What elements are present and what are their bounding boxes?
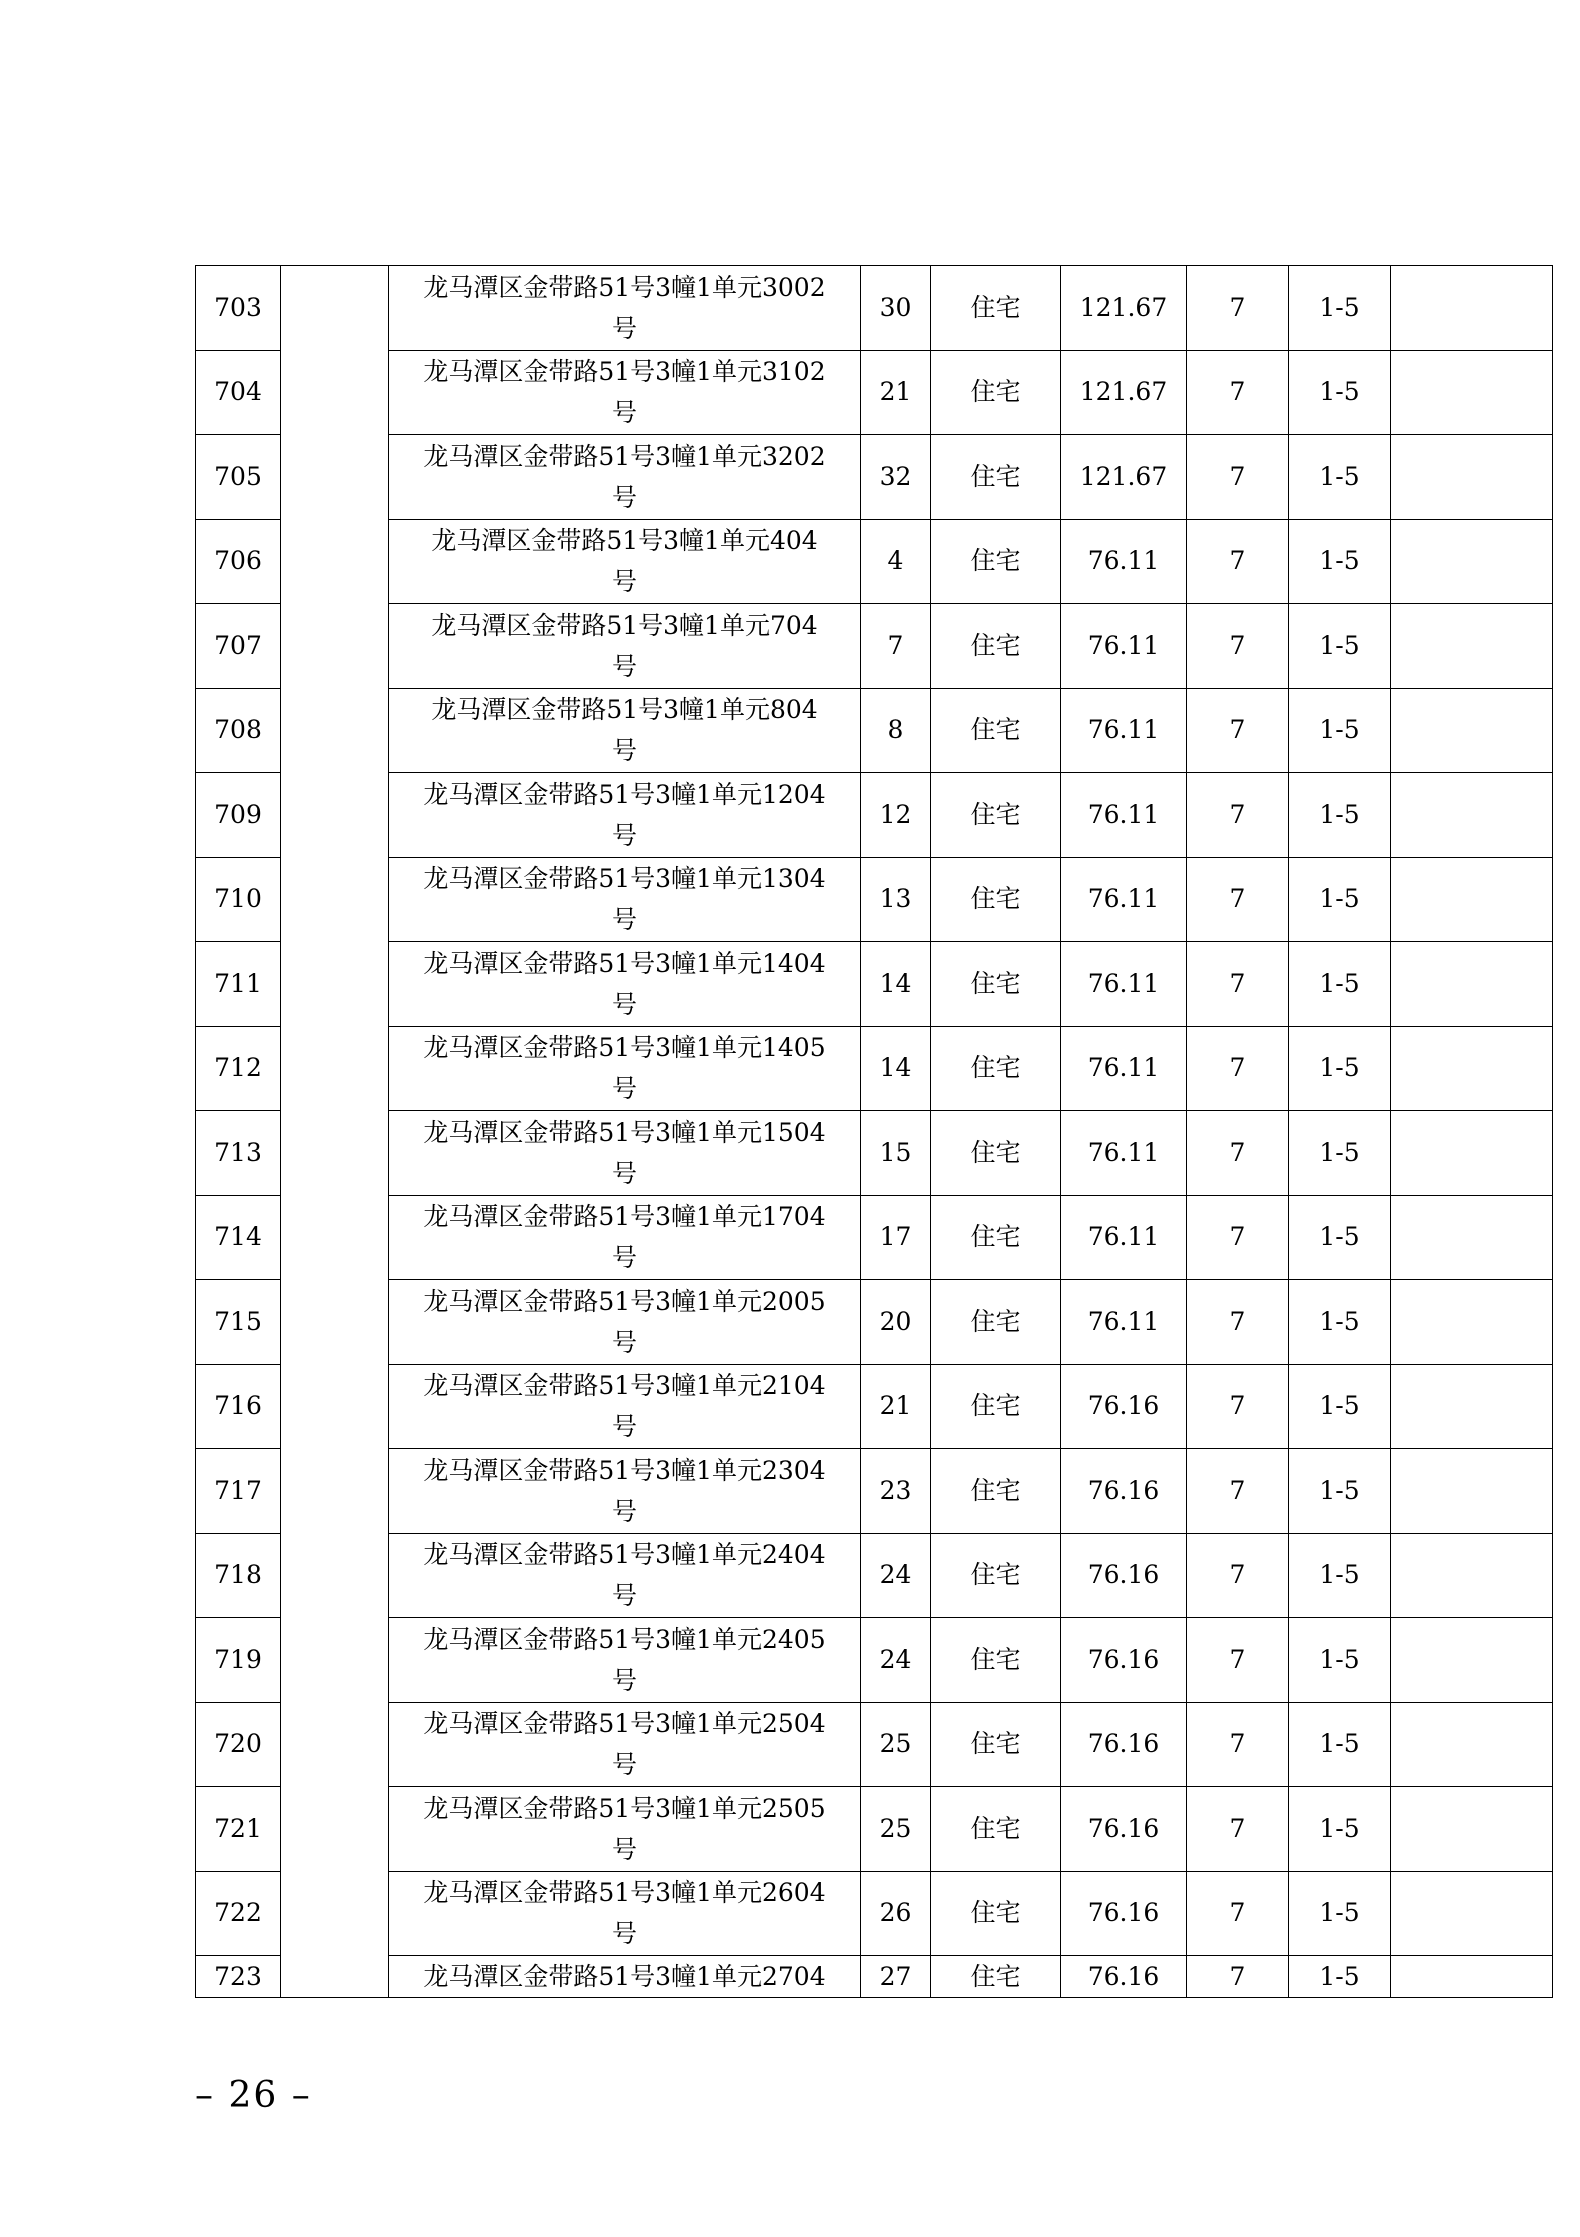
address-suffix: 号 xyxy=(611,1834,637,1864)
remarks-cell xyxy=(1391,1702,1553,1787)
col8-cell: 1-5 xyxy=(1289,1787,1391,1872)
floor-cell: 20 xyxy=(861,1280,931,1365)
row-number: 722 xyxy=(196,1871,281,1956)
table-row xyxy=(196,1787,1553,1872)
col7-cell: 7 xyxy=(1187,857,1289,942)
usage-cell: 住宅 xyxy=(931,435,1061,520)
address-text: 龙马潭区金带路51号3幢1单元3002 xyxy=(423,272,826,302)
floor-cell: 14 xyxy=(861,942,931,1027)
col8-cell: 1-5 xyxy=(1289,1111,1391,1196)
table-row xyxy=(196,1026,1553,1111)
address-text: 龙马潭区金带路51号3幢1单元3202 xyxy=(423,441,826,471)
col8-cell: 1-5 xyxy=(1289,1702,1391,1787)
usage-cell: 住宅 xyxy=(931,1026,1061,1111)
usage-cell: 住宅 xyxy=(931,773,1061,858)
col7-cell: 7 xyxy=(1187,1618,1289,1703)
address-cell xyxy=(389,1449,861,1534)
address-suffix: 号 xyxy=(611,313,637,343)
col8-cell: 1-5 xyxy=(1289,942,1391,1027)
floor-cell: 32 xyxy=(861,435,931,520)
address-suffix: 号 xyxy=(611,905,637,935)
address-cell xyxy=(389,857,861,942)
address-suffix: 号 xyxy=(611,736,637,766)
area-cell: 76.16 xyxy=(1061,1618,1187,1703)
col8-cell: 1-5 xyxy=(1289,1956,1391,1998)
address-cell xyxy=(389,942,861,1027)
col8-cell: 1-5 xyxy=(1289,1871,1391,1956)
col8-cell: 1-5 xyxy=(1289,773,1391,858)
remarks-cell xyxy=(1391,688,1553,773)
address-cell xyxy=(389,1618,861,1703)
usage-cell: 住宅 xyxy=(931,688,1061,773)
area-cell: 76.11 xyxy=(1061,688,1187,773)
address-text: 龙马潭区金带路51号3幢1单元3102 xyxy=(423,357,826,387)
row-number: 705 xyxy=(196,435,281,520)
address-text: 龙马潭区金带路51号3幢1单元1204 xyxy=(423,779,826,809)
floor-cell: 14 xyxy=(861,1026,931,1111)
col8-cell: 1-5 xyxy=(1289,1026,1391,1111)
table-row xyxy=(196,1956,1553,1998)
col8-cell: 1-5 xyxy=(1289,519,1391,604)
address-text: 龙马潭区金带路51号3幢1单元2505 xyxy=(423,1793,826,1823)
address-text: 龙马潭区金带路51号3幢1单元1704 xyxy=(423,1202,826,1232)
remarks-cell xyxy=(1391,266,1553,351)
area-cell: 76.11 xyxy=(1061,857,1187,942)
usage-cell: 住宅 xyxy=(931,350,1061,435)
remarks-cell xyxy=(1391,1364,1553,1449)
merged-category-cell xyxy=(281,266,389,1998)
address-text: 龙马潭区金带路51号3幢1单元2104 xyxy=(423,1371,826,1401)
address-text: 龙马潭区金带路51号3幢1单元2504 xyxy=(423,1709,826,1739)
address-suffix: 号 xyxy=(611,1412,637,1442)
col8-cell: 1-5 xyxy=(1289,688,1391,773)
floor-cell: 8 xyxy=(861,688,931,773)
usage-cell: 住宅 xyxy=(931,857,1061,942)
address-suffix: 号 xyxy=(611,820,637,850)
floor-cell: 7 xyxy=(861,604,931,689)
property-table xyxy=(195,265,1553,1998)
address-cell xyxy=(389,688,861,773)
table-row xyxy=(196,604,1553,689)
address-cell xyxy=(389,1026,861,1111)
floor-cell: 23 xyxy=(861,1449,931,1534)
table-row xyxy=(196,1449,1553,1534)
area-cell: 76.11 xyxy=(1061,1026,1187,1111)
table-row xyxy=(196,1364,1553,1449)
address-cell xyxy=(389,1871,861,1956)
address-text: 龙马潭区金带路51号3幢1单元2704 xyxy=(423,1961,826,1991)
col7-cell: 7 xyxy=(1187,688,1289,773)
remarks-cell xyxy=(1391,857,1553,942)
row-number: 718 xyxy=(196,1533,281,1618)
col7-cell: 7 xyxy=(1187,1787,1289,1872)
col8-cell: 1-5 xyxy=(1289,1195,1391,1280)
table-row xyxy=(196,857,1553,942)
col7-cell: 7 xyxy=(1187,1280,1289,1365)
area-cell: 121.67 xyxy=(1061,435,1187,520)
address-text: 龙马潭区金带路51号3幢1单元804 xyxy=(431,695,818,725)
col7-cell: 7 xyxy=(1187,604,1289,689)
address-cell xyxy=(389,1111,861,1196)
address-cell xyxy=(389,1956,861,1998)
col7-cell: 7 xyxy=(1187,435,1289,520)
usage-cell: 住宅 xyxy=(931,1111,1061,1196)
row-number: 709 xyxy=(196,773,281,858)
address-cell xyxy=(389,266,861,351)
usage-cell: 住宅 xyxy=(931,1787,1061,1872)
address-suffix: 号 xyxy=(611,1496,637,1526)
col8-cell: 1-5 xyxy=(1289,435,1391,520)
col7-cell: 7 xyxy=(1187,1871,1289,1956)
area-cell: 76.11 xyxy=(1061,773,1187,858)
page-number: – 26 – xyxy=(195,2075,312,2116)
row-number: 713 xyxy=(196,1111,281,1196)
table-body xyxy=(196,266,1553,1998)
remarks-cell xyxy=(1391,1195,1553,1280)
address-cell xyxy=(389,1195,861,1280)
remarks-cell xyxy=(1391,942,1553,1027)
col8-cell: 1-5 xyxy=(1289,350,1391,435)
area-cell: 76.11 xyxy=(1061,1280,1187,1365)
floor-cell: 15 xyxy=(861,1111,931,1196)
floor-cell: 13 xyxy=(861,857,931,942)
remarks-cell xyxy=(1391,1787,1553,1872)
address-suffix: 号 xyxy=(611,567,637,597)
col8-cell: 1-5 xyxy=(1289,1618,1391,1703)
table-row xyxy=(196,1280,1553,1365)
table-row xyxy=(196,1702,1553,1787)
address-cell xyxy=(389,1702,861,1787)
table-row xyxy=(196,1618,1553,1703)
usage-cell: 住宅 xyxy=(931,1618,1061,1703)
col7-cell: 7 xyxy=(1187,1364,1289,1449)
area-cell: 121.67 xyxy=(1061,350,1187,435)
usage-cell: 住宅 xyxy=(931,1449,1061,1534)
floor-cell: 12 xyxy=(861,773,931,858)
area-cell: 76.11 xyxy=(1061,1195,1187,1280)
remarks-cell xyxy=(1391,1533,1553,1618)
floor-cell: 24 xyxy=(861,1618,931,1703)
area-cell: 76.16 xyxy=(1061,1364,1187,1449)
usage-cell: 住宅 xyxy=(931,266,1061,351)
address-cell xyxy=(389,604,861,689)
table-row xyxy=(196,1195,1553,1280)
remarks-cell xyxy=(1391,1449,1553,1534)
col8-cell: 1-5 xyxy=(1289,1364,1391,1449)
row-number: 708 xyxy=(196,688,281,773)
floor-cell: 25 xyxy=(861,1702,931,1787)
table-row xyxy=(196,688,1553,773)
remarks-cell xyxy=(1391,1871,1553,1956)
area-cell: 76.16 xyxy=(1061,1956,1187,1998)
col7-cell: 7 xyxy=(1187,1956,1289,1998)
address-text: 龙马潭区金带路51号3幢1单元2304 xyxy=(423,1455,826,1485)
remarks-cell xyxy=(1391,1111,1553,1196)
area-cell: 76.16 xyxy=(1061,1449,1187,1534)
floor-cell: 26 xyxy=(861,1871,931,1956)
col7-cell: 7 xyxy=(1187,1449,1289,1534)
row-number: 715 xyxy=(196,1280,281,1365)
remarks-cell xyxy=(1391,604,1553,689)
usage-cell: 住宅 xyxy=(931,1364,1061,1449)
col7-cell: 7 xyxy=(1187,266,1289,351)
row-number: 710 xyxy=(196,857,281,942)
row-number: 716 xyxy=(196,1364,281,1449)
col8-cell: 1-5 xyxy=(1289,1449,1391,1534)
address-suffix: 号 xyxy=(611,482,637,512)
address-suffix: 号 xyxy=(611,1243,637,1273)
usage-cell: 住宅 xyxy=(931,1195,1061,1280)
usage-cell: 住宅 xyxy=(931,942,1061,1027)
row-number: 711 xyxy=(196,942,281,1027)
floor-cell: 21 xyxy=(861,1364,931,1449)
remarks-cell xyxy=(1391,519,1553,604)
col7-cell: 7 xyxy=(1187,942,1289,1027)
address-text: 龙马潭区金带路51号3幢1单元2404 xyxy=(423,1540,826,1570)
row-number: 712 xyxy=(196,1026,281,1111)
row-number: 714 xyxy=(196,1195,281,1280)
table-row xyxy=(196,1871,1553,1956)
address-suffix: 号 xyxy=(611,1327,637,1357)
floor-cell: 24 xyxy=(861,1533,931,1618)
remarks-cell xyxy=(1391,1956,1553,1998)
col8-cell: 1-5 xyxy=(1289,1533,1391,1618)
area-cell: 121.67 xyxy=(1061,266,1187,351)
usage-cell: 住宅 xyxy=(931,1533,1061,1618)
col7-cell: 7 xyxy=(1187,1195,1289,1280)
usage-cell: 住宅 xyxy=(931,1280,1061,1365)
usage-cell: 住宅 xyxy=(931,604,1061,689)
table-row xyxy=(196,266,1553,351)
row-number: 717 xyxy=(196,1449,281,1534)
address-text: 龙马潭区金带路51号3幢1单元2604 xyxy=(423,1878,826,1908)
col8-cell: 1-5 xyxy=(1289,1280,1391,1365)
address-cell xyxy=(389,519,861,604)
col7-cell: 7 xyxy=(1187,350,1289,435)
table-row xyxy=(196,1533,1553,1618)
address-suffix: 号 xyxy=(611,1750,637,1780)
area-cell: 76.11 xyxy=(1061,519,1187,604)
address-suffix: 号 xyxy=(611,1074,637,1104)
table-row xyxy=(196,1111,1553,1196)
col7-cell: 7 xyxy=(1187,773,1289,858)
address-text: 龙马潭区金带路51号3幢1单元704 xyxy=(431,610,818,640)
row-number: 719 xyxy=(196,1618,281,1703)
usage-cell: 住宅 xyxy=(931,1871,1061,1956)
address-cell xyxy=(389,1280,861,1365)
address-suffix: 号 xyxy=(611,1581,637,1611)
remarks-cell xyxy=(1391,1026,1553,1111)
table-row xyxy=(196,435,1553,520)
address-cell xyxy=(389,1787,861,1872)
row-number: 703 xyxy=(196,266,281,351)
row-number: 707 xyxy=(196,604,281,689)
address-suffix: 号 xyxy=(611,398,637,428)
table-row xyxy=(196,942,1553,1027)
area-cell: 76.16 xyxy=(1061,1702,1187,1787)
address-text: 龙马潭区金带路51号3幢1单元1404 xyxy=(423,948,826,978)
address-text: 龙马潭区金带路51号3幢1单元1405 xyxy=(423,1033,826,1063)
usage-cell: 住宅 xyxy=(931,1956,1061,1998)
row-number: 704 xyxy=(196,350,281,435)
area-cell: 76.11 xyxy=(1061,1111,1187,1196)
floor-cell: 17 xyxy=(861,1195,931,1280)
usage-cell: 住宅 xyxy=(931,1702,1061,1787)
col8-cell: 1-5 xyxy=(1289,604,1391,689)
address-suffix: 号 xyxy=(611,651,637,681)
floor-cell: 4 xyxy=(861,519,931,604)
address-text: 龙马潭区金带路51号3幢1单元1504 xyxy=(423,1117,826,1147)
floor-cell: 25 xyxy=(861,1787,931,1872)
table-row xyxy=(196,519,1553,604)
row-number: 720 xyxy=(196,1702,281,1787)
row-number: 721 xyxy=(196,1787,281,1872)
remarks-cell xyxy=(1391,773,1553,858)
col7-cell: 7 xyxy=(1187,1111,1289,1196)
address-suffix: 号 xyxy=(611,1158,637,1188)
table-row xyxy=(196,350,1553,435)
col8-cell: 1-5 xyxy=(1289,857,1391,942)
table-row xyxy=(196,773,1553,858)
address-text: 龙马潭区金带路51号3幢1单元1304 xyxy=(423,864,826,894)
row-number: 706 xyxy=(196,519,281,604)
col7-cell: 7 xyxy=(1187,1702,1289,1787)
remarks-cell xyxy=(1391,350,1553,435)
address-cell xyxy=(389,773,861,858)
address-cell xyxy=(389,1533,861,1618)
area-cell: 76.11 xyxy=(1061,604,1187,689)
address-cell xyxy=(389,350,861,435)
row-number: 723 xyxy=(196,1956,281,1998)
address-suffix: 号 xyxy=(611,1665,637,1695)
address-cell xyxy=(389,1364,861,1449)
area-cell: 76.16 xyxy=(1061,1787,1187,1872)
address-cell xyxy=(389,435,861,520)
col7-cell: 7 xyxy=(1187,1026,1289,1111)
area-cell: 76.16 xyxy=(1061,1871,1187,1956)
floor-cell: 30 xyxy=(861,266,931,351)
col7-cell: 7 xyxy=(1187,519,1289,604)
floor-cell: 21 xyxy=(861,350,931,435)
col7-cell: 7 xyxy=(1187,1533,1289,1618)
floor-cell: 27 xyxy=(861,1956,931,1998)
address-text: 龙马潭区金带路51号3幢1单元2405 xyxy=(423,1624,826,1654)
col8-cell: 1-5 xyxy=(1289,266,1391,351)
address-text: 龙马潭区金带路51号3幢1单元2005 xyxy=(423,1286,826,1316)
address-suffix: 号 xyxy=(611,1919,637,1949)
area-cell: 76.11 xyxy=(1061,942,1187,1027)
remarks-cell xyxy=(1391,1618,1553,1703)
address-text: 龙马潭区金带路51号3幢1单元404 xyxy=(431,526,818,556)
remarks-cell xyxy=(1391,435,1553,520)
area-cell: 76.16 xyxy=(1061,1533,1187,1618)
remarks-cell xyxy=(1391,1280,1553,1365)
usage-cell: 住宅 xyxy=(931,519,1061,604)
address-suffix: 号 xyxy=(611,989,637,1019)
